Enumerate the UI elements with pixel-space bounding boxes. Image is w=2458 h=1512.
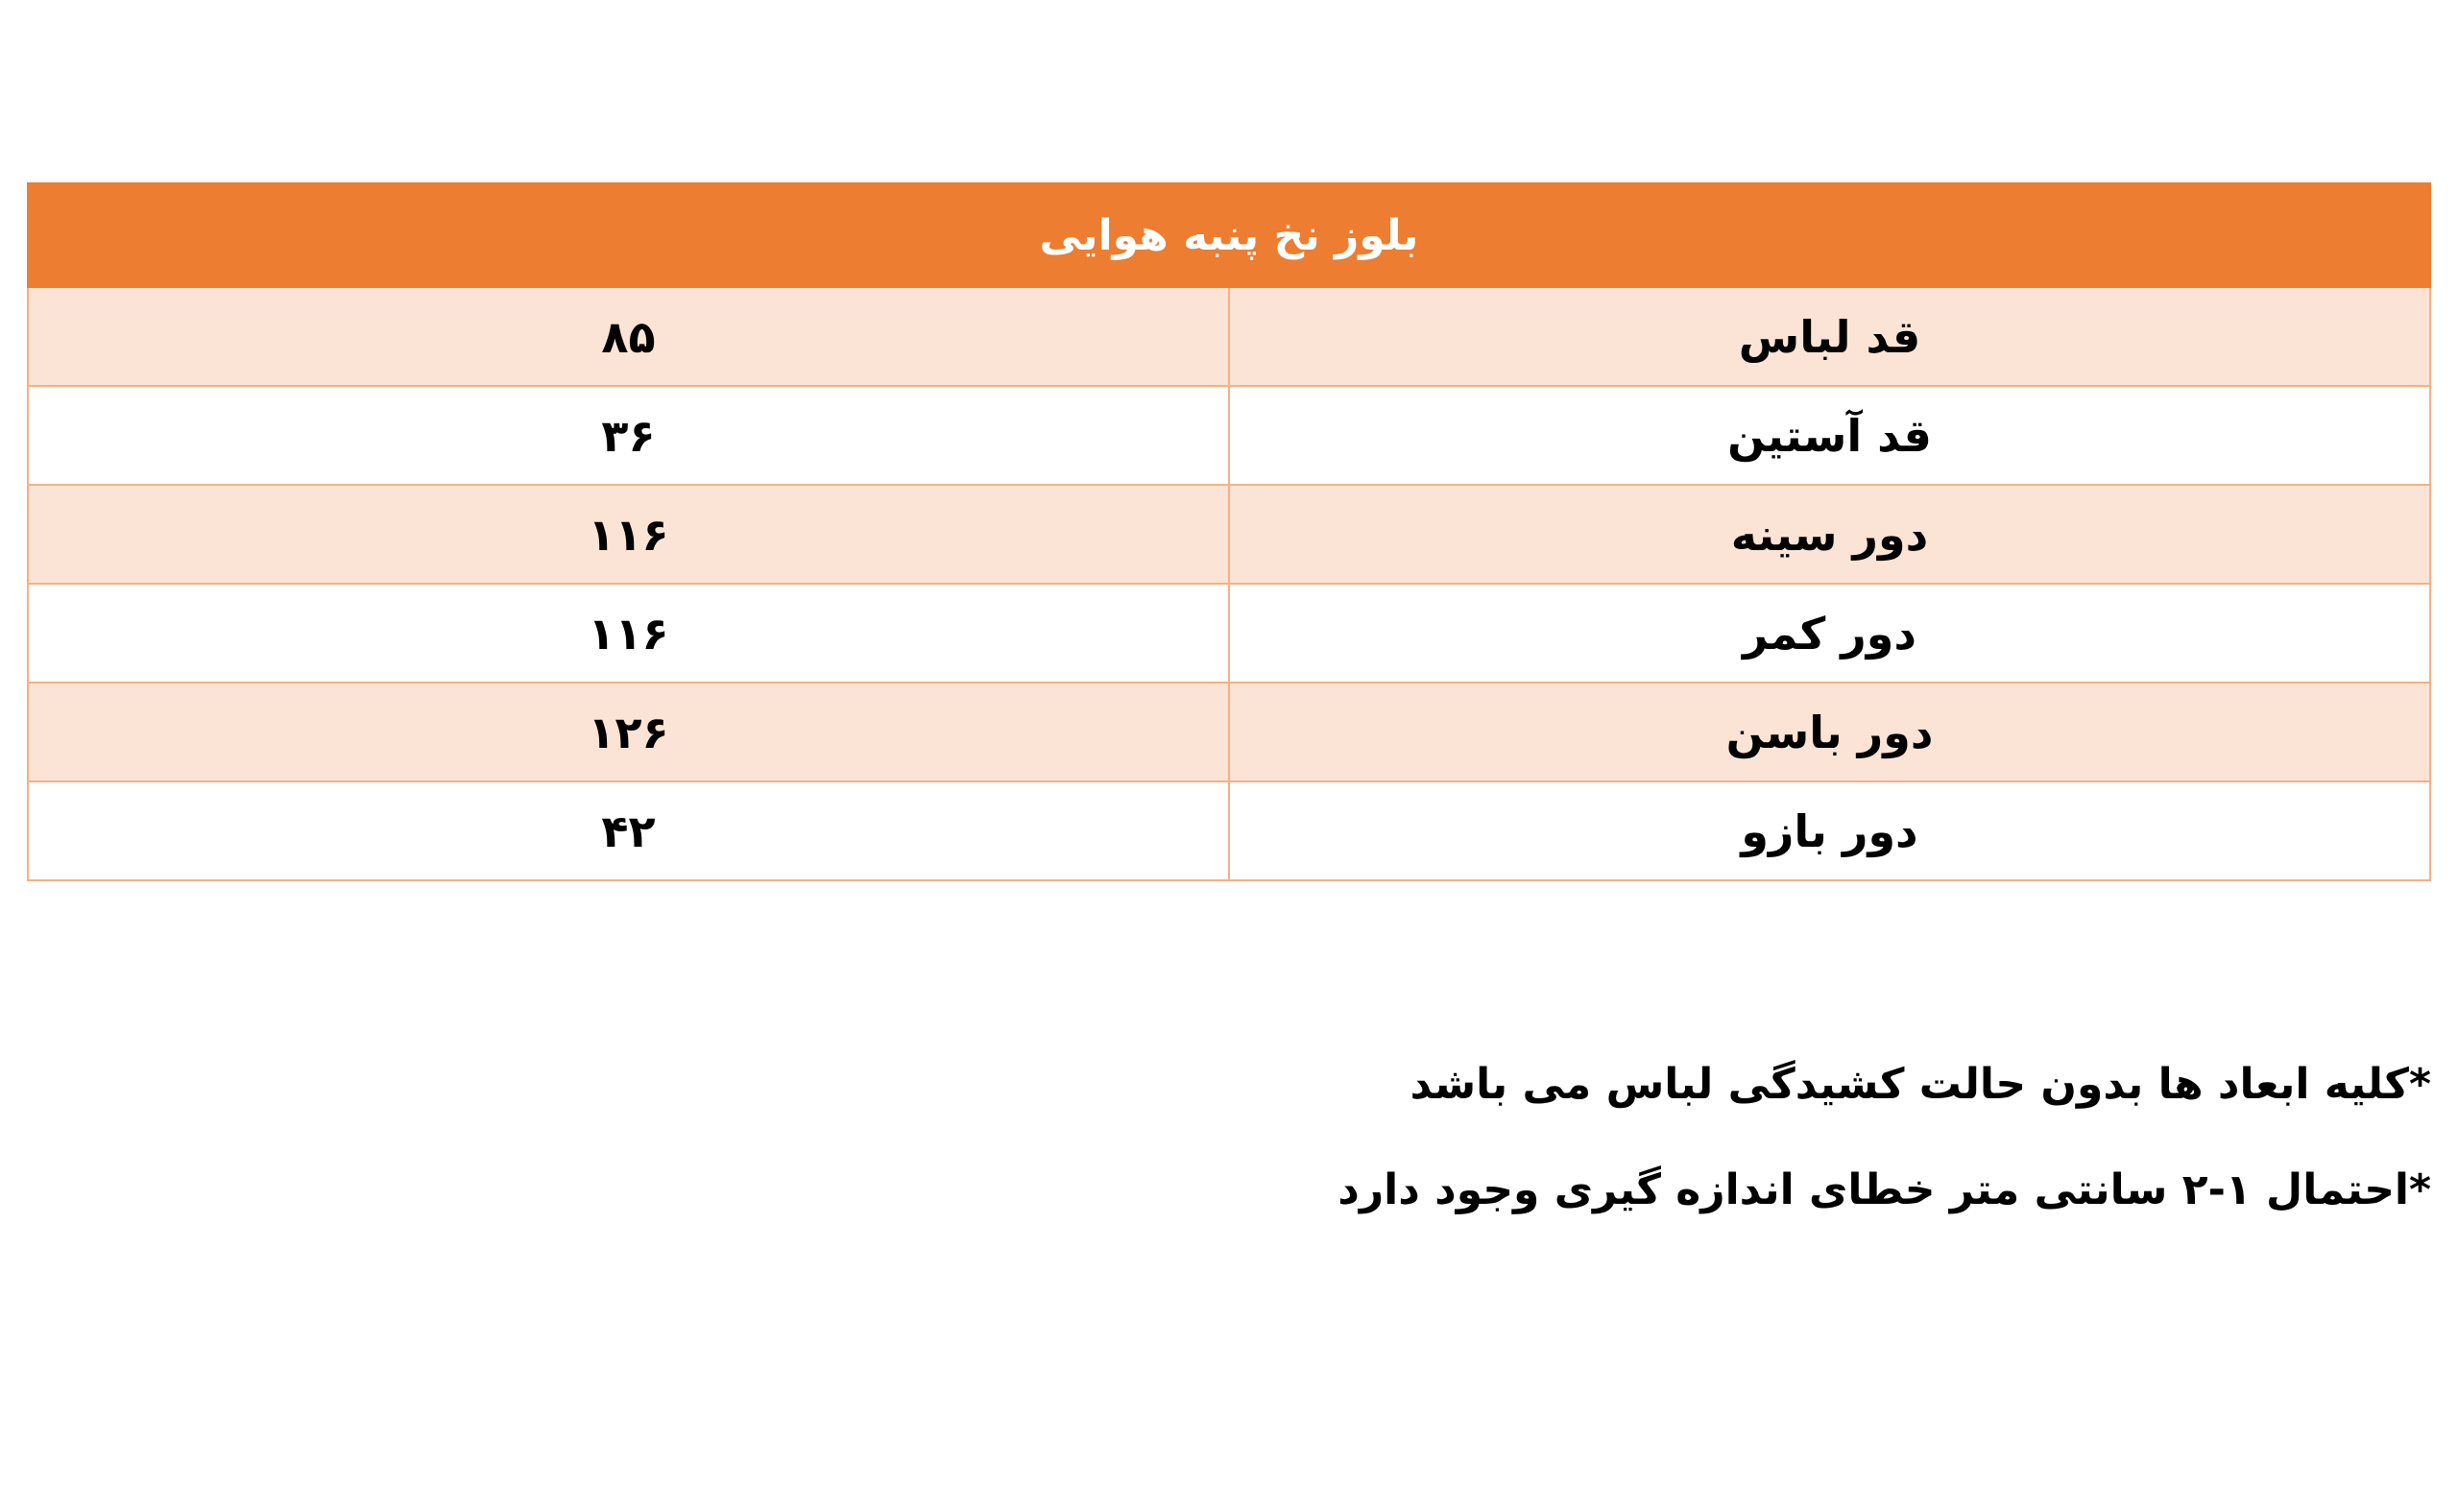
measurement-label: دور بازو (1229, 781, 2430, 880)
table-row (28, 386, 2430, 485)
table-title: بلوز نخ پنبه هوایی (28, 183, 2430, 287)
measurement-label: قد آستین (1229, 386, 2430, 485)
measurement-label: دور باسن (1229, 683, 2430, 781)
measurement-value: ۱۱۶ (28, 584, 1229, 683)
measurement-label: دور کمر (1229, 584, 2430, 683)
measurement-value: ۸۵ (28, 287, 1229, 386)
measurement-label: قد لباس (1229, 287, 2430, 386)
measurement-label: دور سینه (1229, 485, 2430, 584)
note-stretch: *کلیه ابعاد ها بدون حالت کشیدگی لباس می باشد (1410, 1060, 2431, 1109)
table-row (28, 683, 2430, 781)
table-row (28, 287, 2430, 386)
note-tolerance: *احتمال ۱-۲ سانتی متر خطای اندازه گیری وجود دارد (1337, 1165, 2431, 1214)
measurement-value: ۳۶ (28, 386, 1229, 485)
table-row (28, 584, 2430, 683)
size-table (27, 182, 2431, 881)
table-header-row (28, 183, 2430, 287)
notes (895, 1042, 2431, 1253)
table-row (28, 485, 2430, 584)
measurement-value: ۱۲۶ (28, 683, 1229, 781)
measurement-value: ۱۱۶ (28, 485, 1229, 584)
table-row (28, 781, 2430, 880)
measurement-value: ۴۲ (28, 781, 1229, 880)
